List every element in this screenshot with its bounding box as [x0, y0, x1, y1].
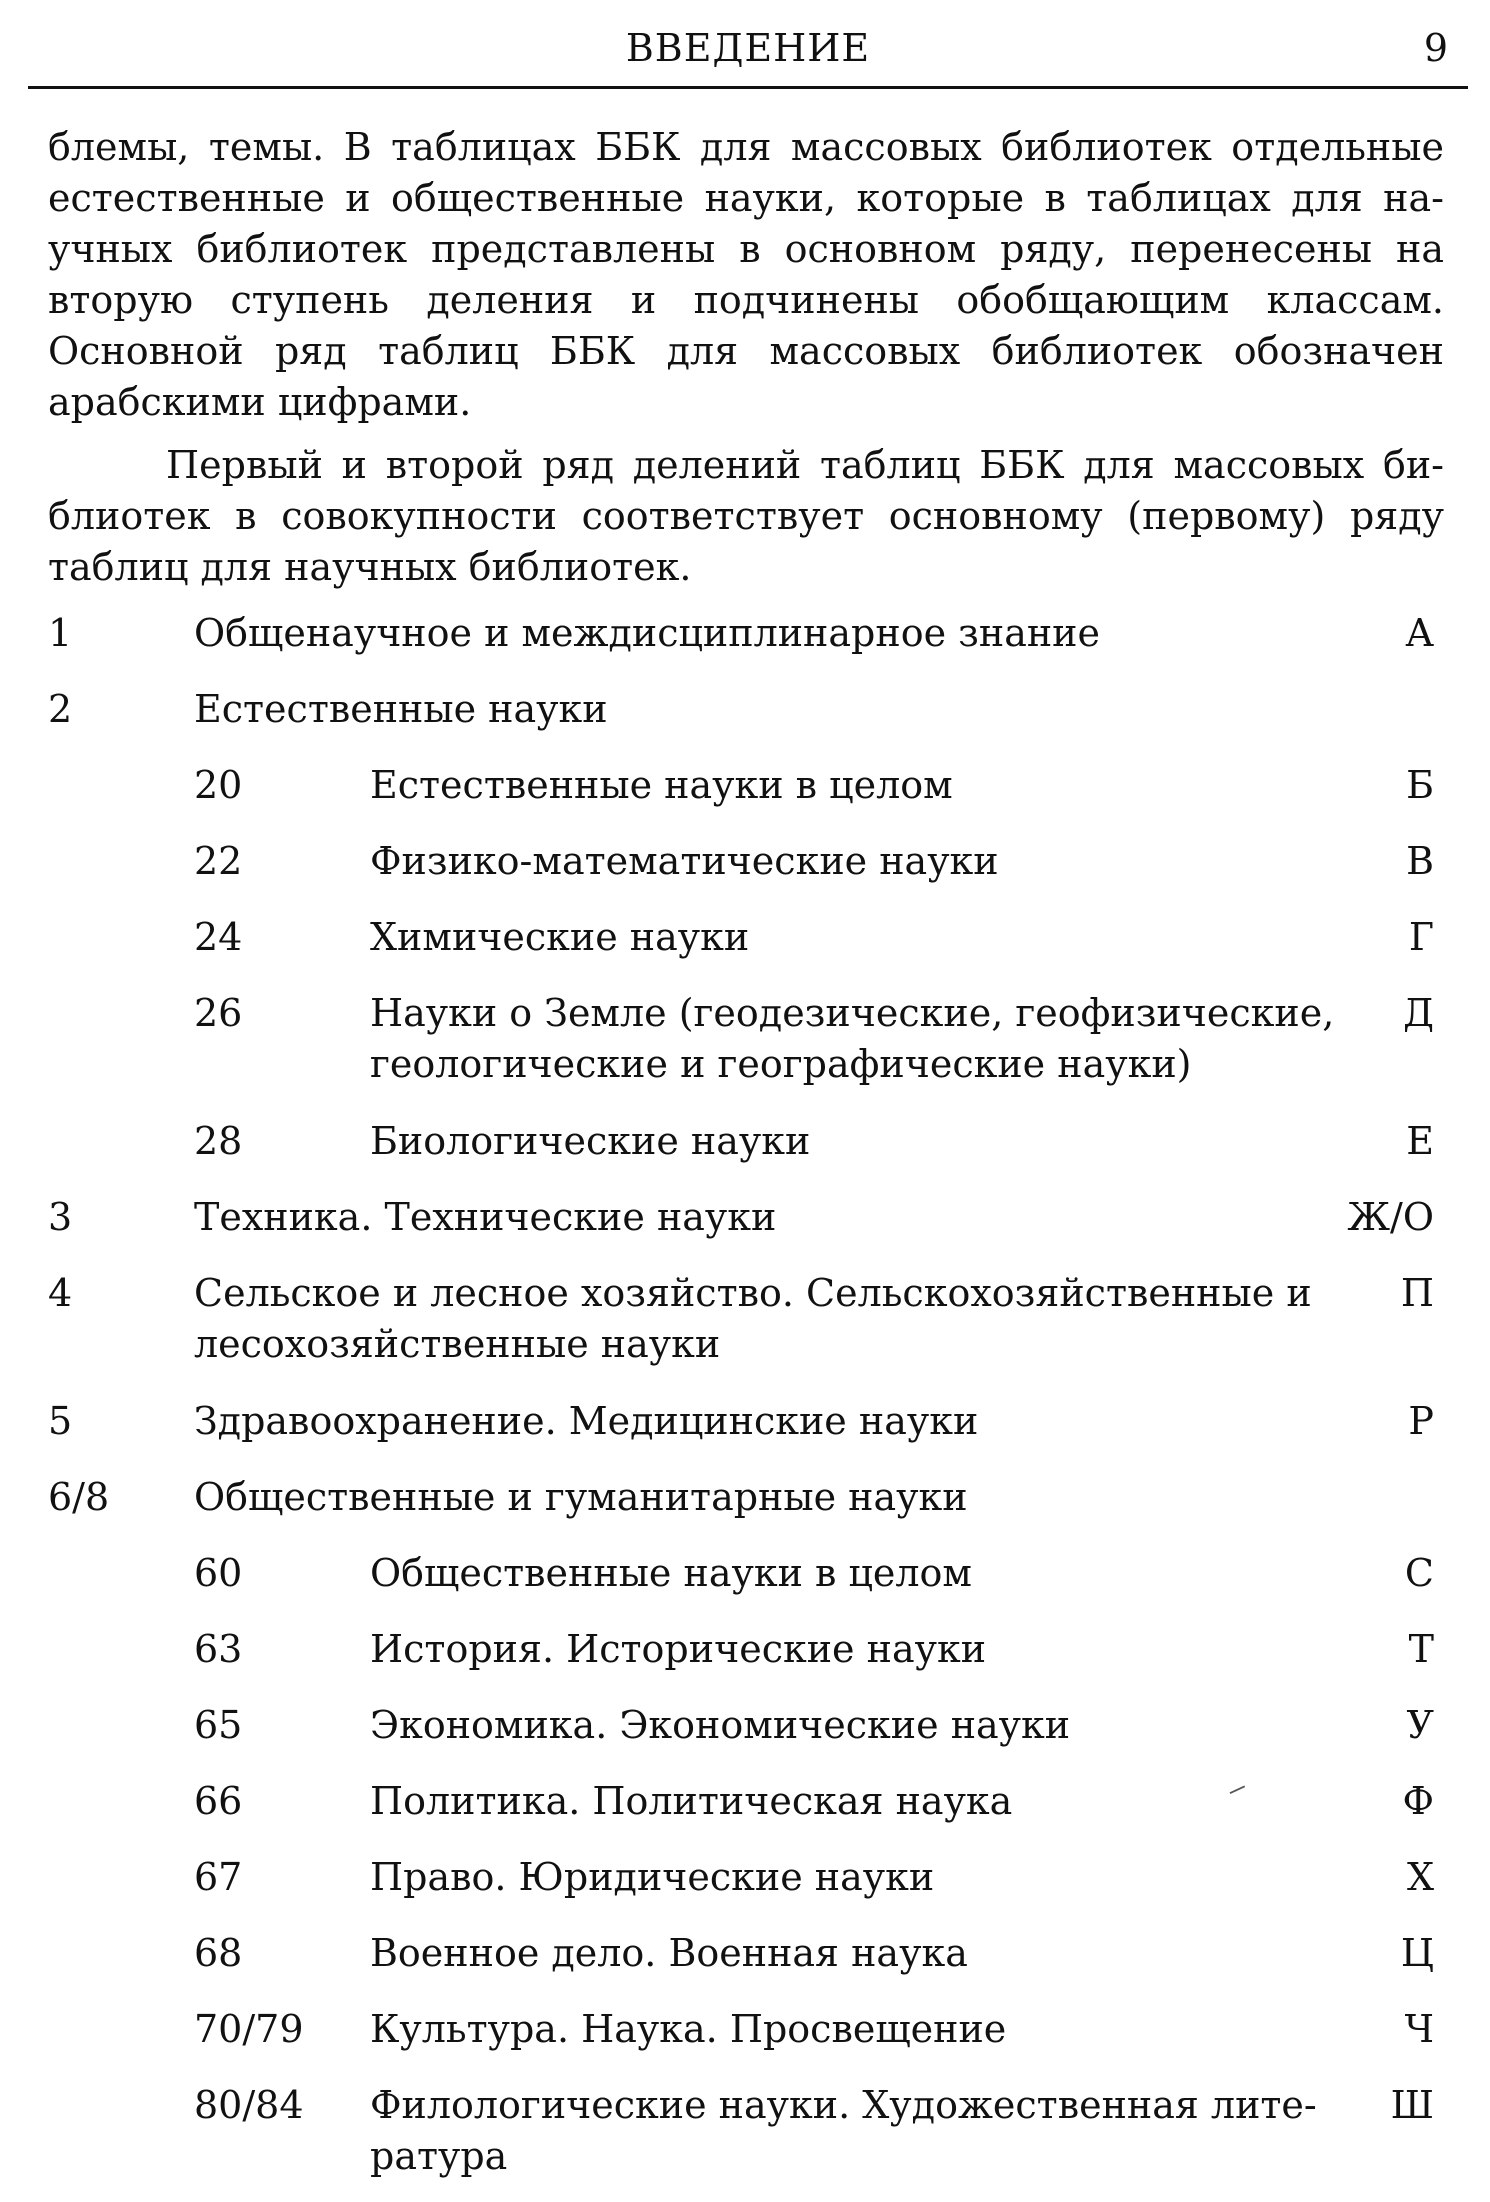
- paragraph: Первый и второй ряд делений таблиц ББК для массовых би-блиотек в совокупности соответствует основному (первому) ряду таблиц для научных библиотек.: [48, 443, 1444, 589]
- row-label: Естественные науки: [194, 687, 608, 731]
- header-rule: [28, 86, 1468, 89]
- row-letter: Ч: [1404, 2007, 1434, 2051]
- row-code: 1: [48, 611, 73, 655]
- row-label: Естественные науки в целом: [370, 763, 953, 807]
- row-code: 67: [194, 1855, 243, 1899]
- row-letter: Т: [1408, 1627, 1434, 1671]
- row-code: 6/8: [48, 1475, 110, 1519]
- row-label: История. Исторические науки: [370, 1627, 987, 1671]
- page-title: ВВЕДЕНИЕ: [625, 26, 871, 70]
- row-code: 20: [194, 763, 243, 807]
- row-code: 63: [194, 1627, 243, 1671]
- row-label: Военное дело. Военная наука: [370, 1931, 968, 1975]
- row-label: Экономика. Экономические науки: [370, 1703, 1071, 1747]
- row-code: 22: [194, 839, 243, 883]
- row-letter: А: [1405, 611, 1434, 655]
- row-code: 66: [194, 1779, 243, 1823]
- row-letter: П: [1400, 1271, 1434, 1315]
- row-code: 5: [48, 1399, 73, 1443]
- row-letter: Х: [1406, 1855, 1434, 1899]
- row-letter: Ц: [1400, 1931, 1434, 1975]
- row-letter: Ф: [1402, 1779, 1434, 1823]
- row-letter: Е: [1406, 1119, 1434, 1163]
- row-letter: Р: [1408, 1399, 1434, 1443]
- row-letter: В: [1406, 839, 1434, 883]
- row-code: 28: [194, 1119, 243, 1163]
- row-label: Науки о Земле (геодезические, геофизические, геологические и географические науки): [370, 991, 1335, 1086]
- row-code: 4: [48, 1271, 73, 1315]
- row-label: Сельское и лесное хозяйство. Сельскохозяйственные и лесохозяйственные науки: [194, 1271, 1312, 1366]
- row-code: 24: [194, 915, 243, 959]
- page-number: 9: [1423, 26, 1448, 70]
- row-label: Культура. Наука. Просвещение: [370, 2007, 1007, 2051]
- row-label: Биологические науки: [370, 1119, 811, 1163]
- row-code: 26: [194, 991, 243, 1035]
- page-header: [28, 18, 1468, 88]
- paragraph: блемы, темы. В таблицах ББК для массовых библиотек отдельные естественные и общественные науки, которые в таблицах для на-учных библиотек представлены в основном ряду, перенесены на вторую ступень деления и подчинены обобщающим классам. Основной ряд таблиц ББК для массовых библиотек обозначен арабскими цифрами.: [48, 125, 1444, 424]
- row-letter: С: [1404, 1551, 1434, 1595]
- pencil-mark-icon: ⸝: [1224, 1761, 1255, 1805]
- row-label: Физико-математические науки: [370, 839, 999, 883]
- row-label: Химические науки: [370, 915, 750, 959]
- row-code: 2: [48, 687, 73, 731]
- row-label: Общенаучное и междисциплинарное знание: [194, 611, 1100, 655]
- row-code: 80/84: [194, 2083, 304, 2127]
- row-code: 60: [194, 1551, 243, 1595]
- row-label: Техника. Технические науки: [194, 1195, 777, 1239]
- row-label: Общественные науки в целом: [370, 1551, 972, 1595]
- row-letter: Ш: [1390, 2083, 1434, 2127]
- row-label: Общественные и гуманитарные науки: [194, 1475, 968, 1519]
- row-code: 3: [48, 1195, 73, 1239]
- row-label: Политика. Политическая наука: [370, 1779, 1013, 1823]
- row-letter: Б: [1406, 763, 1434, 807]
- row-label: Здравоохранение. Медицинские науки: [194, 1399, 979, 1443]
- row-letter: Ж/О: [1347, 1195, 1434, 1239]
- row-letter: Д: [1403, 991, 1434, 1035]
- row-letter: У: [1406, 1703, 1434, 1747]
- row-code: 65: [194, 1703, 243, 1747]
- row-label: Право. Юридические науки: [370, 1855, 935, 1899]
- row-code: 70/79: [194, 2007, 304, 2051]
- row-letter: Г: [1408, 915, 1434, 959]
- row-label: Филологические науки. Художественная лите-ратура: [370, 2083, 1317, 2178]
- row-code: 68: [194, 1931, 243, 1975]
